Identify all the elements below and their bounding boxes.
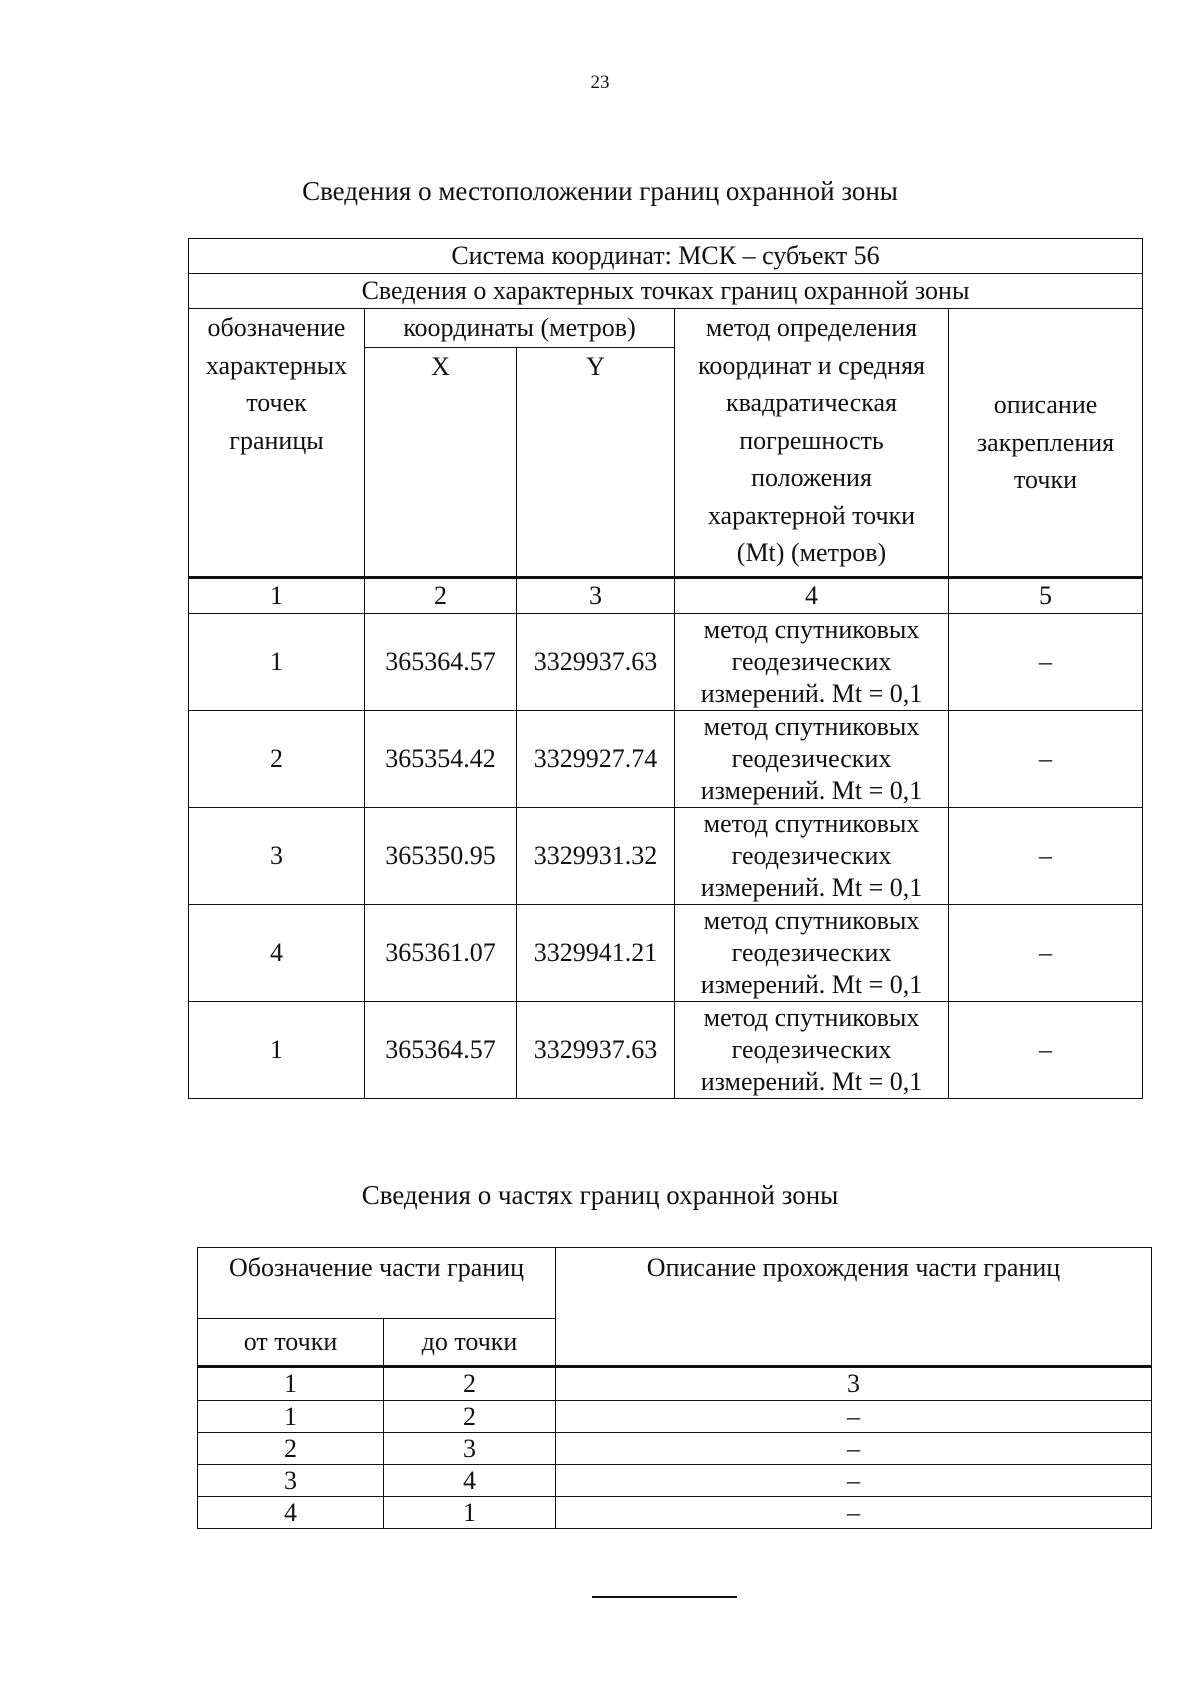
coord-system-row bbox=[189, 239, 1143, 274]
table-row bbox=[189, 807, 1143, 904]
coordinate-y: 3329931.32 bbox=[517, 807, 675, 904]
fixing-description: – bbox=[949, 710, 1143, 807]
page-number: 23 bbox=[590, 72, 610, 93]
table-row bbox=[189, 904, 1143, 1001]
column-number: 3 bbox=[517, 577, 675, 613]
column-number: 5 bbox=[949, 577, 1143, 613]
column-number: 2 bbox=[365, 577, 517, 613]
column-number: 2 bbox=[384, 1367, 556, 1401]
coordinate-x: 365354.42 bbox=[365, 710, 517, 807]
table-row bbox=[198, 1433, 1152, 1465]
part-description: – bbox=[556, 1465, 1152, 1497]
table-row bbox=[198, 1401, 1152, 1433]
coordinate-x: 365364.57 bbox=[365, 613, 517, 710]
coordinate-x: 365350.95 bbox=[365, 807, 517, 904]
method-text: метод спутниковых геодезических измерений. Mt = 0,1 bbox=[675, 904, 949, 1001]
coordinate-y: 3329937.63 bbox=[517, 1001, 675, 1098]
table-row bbox=[189, 1001, 1143, 1098]
part-description: – bbox=[556, 1401, 1152, 1433]
point-number: 1 bbox=[189, 613, 365, 710]
method-text: метод спутниковых геодезических измерений. Mt = 0,1 bbox=[675, 807, 949, 904]
header-y: Y bbox=[517, 347, 675, 577]
method-text: метод спутниковых геодезических измерений. Mt = 0,1 bbox=[675, 710, 949, 807]
header-part-designation: Обозначение части границ bbox=[198, 1248, 556, 1319]
header-to-point: до точки bbox=[384, 1319, 556, 1367]
header-method: метод определения координат и средняя квадратическая погрешность положения характерной точки (Mt) (метров) bbox=[675, 309, 949, 578]
method-text: метод спутниковых геодезических измерений. Mt = 0,1 bbox=[675, 1001, 949, 1098]
coordinates-table bbox=[188, 238, 1143, 1099]
table-row bbox=[198, 1497, 1152, 1529]
point-number: 3 bbox=[189, 807, 365, 904]
from-point: 3 bbox=[198, 1465, 384, 1497]
part-description: – bbox=[556, 1433, 1152, 1465]
section-title-boundary-location: Сведения о местоположении границ охранной зоны bbox=[302, 176, 898, 206]
from-point: 1 bbox=[198, 1401, 384, 1433]
coordinate-y: 3329927.74 bbox=[517, 710, 675, 807]
coord-column-numbers-row bbox=[189, 577, 1143, 613]
characteristic-points-subtitle: Сведения о характерных точках границ охранной зоны bbox=[189, 274, 1143, 309]
column-number: 1 bbox=[198, 1367, 384, 1401]
point-number: 2 bbox=[189, 710, 365, 807]
section-title-boundary-parts: Сведения о частях границ охранной зоны bbox=[361, 1180, 839, 1210]
column-number: 3 bbox=[556, 1367, 1152, 1401]
coord-subtitle-row bbox=[189, 274, 1143, 309]
coordinate-system-label: Система координат: МСК – субъект 56 bbox=[189, 239, 1143, 274]
table-row bbox=[198, 1465, 1152, 1497]
point-number: 4 bbox=[189, 904, 365, 1001]
coordinate-y: 3329937.63 bbox=[517, 613, 675, 710]
column-number: 1 bbox=[189, 577, 365, 613]
point-number: 1 bbox=[189, 1001, 365, 1098]
coordinate-x: 365361.07 bbox=[365, 904, 517, 1001]
coordinate-y: 3329941.21 bbox=[517, 904, 675, 1001]
to-point: 1 bbox=[384, 1497, 556, 1529]
coordinate-x: 365364.57 bbox=[365, 1001, 517, 1098]
from-point: 2 bbox=[198, 1433, 384, 1465]
to-point: 2 bbox=[384, 1401, 556, 1433]
parts-column-numbers-row bbox=[198, 1367, 1152, 1401]
parts-header-row bbox=[198, 1248, 1152, 1319]
to-point: 4 bbox=[384, 1465, 556, 1497]
fixing-description: – bbox=[949, 807, 1143, 904]
header-from-point: от точки bbox=[198, 1319, 384, 1367]
fixing-description: – bbox=[949, 613, 1143, 710]
header-x: X bbox=[365, 347, 517, 577]
coord-header-row bbox=[189, 309, 1143, 348]
end-rule bbox=[592, 1596, 737, 1598]
header-fixing-description: описание закрепления точки bbox=[949, 309, 1143, 578]
header-coordinates: координаты (метров) bbox=[365, 309, 675, 348]
boundary-parts-table bbox=[197, 1247, 1152, 1529]
table-row bbox=[189, 613, 1143, 710]
column-number: 4 bbox=[675, 577, 949, 613]
fixing-description: – bbox=[949, 904, 1143, 1001]
fixing-description: – bbox=[949, 1001, 1143, 1098]
method-text: метод спутниковых геодезических измерений. Mt = 0,1 bbox=[675, 613, 949, 710]
table-row bbox=[189, 710, 1143, 807]
header-point-designation: обозначение характерных точек границы bbox=[189, 309, 365, 578]
header-part-description: Описание прохождения части границ bbox=[556, 1248, 1152, 1367]
from-point: 4 bbox=[198, 1497, 384, 1529]
part-description: – bbox=[556, 1497, 1152, 1529]
to-point: 3 bbox=[384, 1433, 556, 1465]
